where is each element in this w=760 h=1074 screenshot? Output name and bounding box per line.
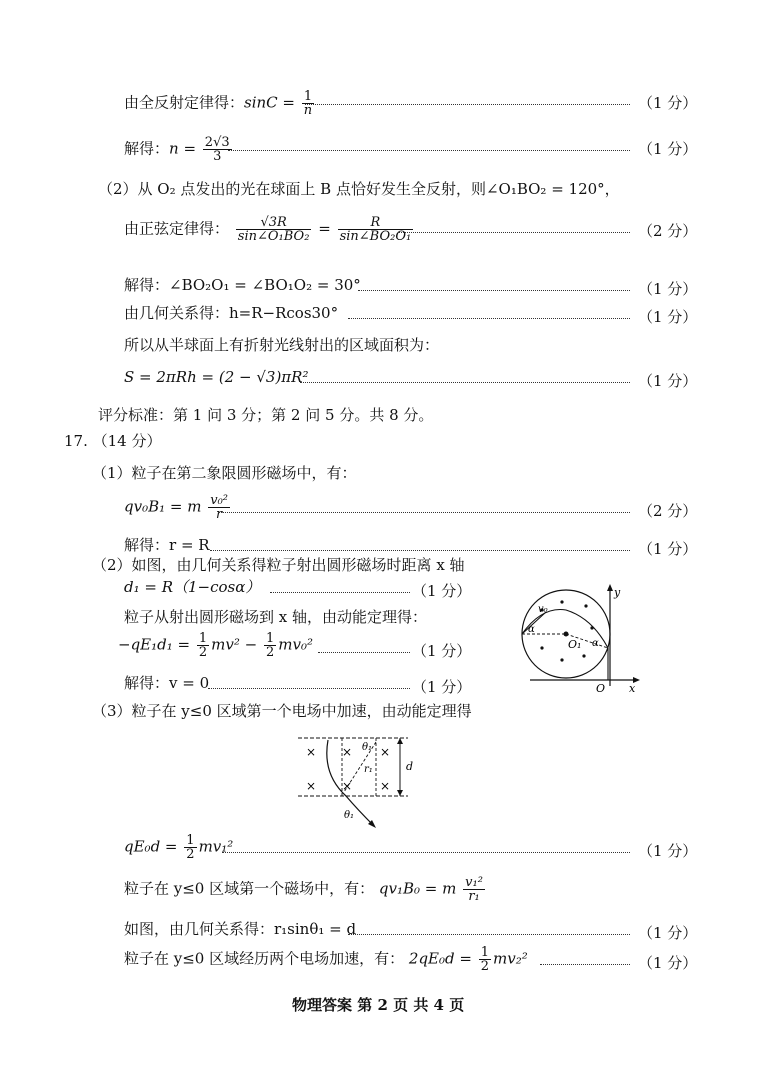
leader-dots (348, 318, 630, 319)
fraction (208, 494, 230, 521)
denominator: n (303, 103, 313, 118)
numerator: v₁² (465, 875, 483, 890)
leader-dots (398, 232, 630, 233)
math: qv₀B₁ = m (124, 497, 202, 516)
x-label: x (629, 682, 636, 694)
denominator: sin∠BO₂O₁ (339, 229, 412, 244)
fraction (264, 632, 276, 659)
field-dot (540, 646, 543, 649)
denominator: 2 (198, 645, 208, 660)
d-arrow-top (397, 738, 403, 744)
area-intro: 所以从半球面上有折射光线射出的区域面积为： (124, 336, 440, 354)
leader-dots (228, 150, 630, 151)
theta1-label-bottom: θ₁ (344, 810, 355, 821)
leader-dots (305, 104, 630, 105)
numerator: 1 (186, 833, 195, 848)
center-point (564, 632, 569, 637)
leader-dots (358, 290, 630, 291)
field-dot (560, 600, 563, 603)
leader-dots (270, 592, 410, 593)
solve-n-line (124, 136, 234, 163)
fraction (184, 834, 196, 861)
fraction (338, 216, 414, 243)
origin-label: O (596, 682, 606, 694)
denominator: 2 (266, 645, 275, 660)
text-label: 解得： (124, 139, 170, 158)
leader-dots (540, 964, 630, 965)
fraction (463, 876, 485, 903)
alpha-label-2: α (592, 638, 599, 649)
leader-dots (208, 688, 410, 689)
leader-dots (218, 512, 630, 513)
part2-intro: （2）从 O₂ 点发出的光在球面上 B 点恰好发生全反射，则∠O₁BO₂ = 120°， (98, 180, 620, 198)
numerator: 1 (302, 90, 314, 104)
theta1-label: θ₁ (362, 742, 373, 753)
score: （2 分） (638, 502, 698, 520)
math: −qE₁d₁ = (118, 635, 191, 654)
part2-geometry: （2）如图，由几何关系得粒子射出圆形磁场时距离 x 轴 (92, 556, 465, 574)
part1-intro: （1）粒子在第二象限圆形磁场中，有： (92, 464, 357, 482)
fraction (236, 216, 312, 243)
energy-eq-first-field (124, 834, 233, 861)
first-magnetic-field-line (124, 876, 487, 903)
math: mv₁² (198, 837, 234, 856)
d1-formula: d₁ = R（1−cosα） (124, 578, 261, 596)
part3-intro: （3）粒子在 y≤0 区域第一个电场中加速，由动能定理得 (92, 702, 472, 720)
cross-mark: × (380, 745, 391, 759)
score: （1 分） (638, 94, 698, 112)
denominator: 3 (213, 149, 222, 164)
cross-mark: × (306, 779, 317, 793)
d-label: d (406, 760, 414, 773)
total-reflection-line (124, 90, 316, 117)
leader-dots (222, 852, 630, 853)
denominator: 2 (480, 959, 490, 974)
area-formula: S = 2πRh = (2 − √3)πR² (124, 368, 309, 386)
score: （1 分） (412, 642, 472, 660)
y-axis-arrow (607, 584, 613, 591)
circular-field-figure (512, 582, 642, 694)
o1-label: O₁ (568, 638, 582, 651)
math: mv₂² (493, 949, 528, 968)
y-label: y (614, 586, 621, 599)
math: sinC = (244, 93, 295, 112)
lorentz-force-line (124, 494, 232, 521)
math: qE₀d = (124, 837, 178, 856)
leader-dots (300, 382, 630, 383)
geometry-r1-line: 如图，由几何关系得：r₁sinθ₁ = d (124, 920, 357, 938)
field-dot (560, 658, 563, 661)
fraction (197, 632, 209, 659)
numerator: 2√3 (204, 135, 230, 150)
denominator: 2 (186, 847, 195, 862)
question-17-title: 17. （14 分） (64, 432, 162, 450)
text-label: 由正弦定律得： (124, 219, 230, 238)
field-region-figure (292, 728, 432, 832)
leader-dots (210, 550, 630, 551)
d-arrow-bottom (397, 790, 403, 796)
leader-dots (318, 652, 410, 653)
score: （1 分） (638, 540, 698, 558)
grading-standard: 评分标准：第 1 问 3 分；第 2 问 5 分。共 8 分。 (98, 406, 434, 424)
cross-mark: × (306, 745, 317, 759)
numerator: √3R (236, 216, 312, 230)
score: （1 分） (638, 280, 698, 298)
denominator: r (216, 507, 223, 522)
field-dot (584, 604, 587, 607)
alpha-label: α (528, 624, 535, 635)
fraction (479, 946, 491, 973)
math: n = (169, 139, 197, 158)
numerator: 1 (480, 945, 490, 960)
score: （1 分） (638, 842, 698, 860)
numerator: 1 (198, 631, 208, 646)
cross-mark: × (342, 779, 353, 793)
math: qv₁B₀ = m (378, 879, 457, 898)
denominator: sin∠O₁BO₂ (237, 229, 310, 244)
v0-label: v₀ (538, 604, 548, 615)
field-dot (590, 626, 593, 629)
cross-mark: × (380, 779, 391, 793)
equals: = (318, 219, 331, 238)
text-label: 粒子在 y≤0 区域第一个磁场中，有： (124, 879, 375, 898)
text-label: 粒子在 y≤0 区域经历两个电场加速，有： (124, 949, 405, 968)
math: mv₀² (278, 635, 314, 654)
field-dot (582, 654, 585, 657)
energy-theorem-intro: 粒子从射出圆形磁场到 x 轴，由动能定理得： (124, 608, 427, 626)
solve-angle-line: 解得：∠BO₂O₁ = ∠BO₁O₂ = 30° (124, 276, 361, 294)
solve-r-line: 解得：r = R (124, 536, 210, 554)
solve-v-line: 解得：v = 0 (124, 674, 210, 692)
numerator: 1 (266, 631, 275, 646)
numerator: R (338, 216, 414, 230)
cross-mark: × (342, 745, 353, 759)
score: （1 分） (412, 582, 472, 600)
sine-law-line (124, 216, 415, 243)
math: 2qE₀d = (408, 949, 472, 968)
score: （1 分） (412, 678, 472, 696)
page-footer: 物理答案 第 2 页 共 4 页 (292, 996, 465, 1014)
math: mv² − (211, 635, 258, 654)
score: （1 分） (638, 140, 698, 158)
numerator: v₀² (210, 493, 229, 508)
score: （1 分） (638, 954, 698, 972)
denominator: r₁ (468, 889, 480, 904)
energy-equation (118, 632, 313, 659)
score: （1 分） (638, 308, 698, 326)
score: （2 分） (638, 222, 698, 240)
r1-label: r₁ (364, 764, 373, 775)
geometry-h-line: 由几何关系得：h=R−Rcos30° (124, 304, 339, 322)
score: （1 分） (638, 924, 698, 942)
score: （1 分） (638, 372, 698, 390)
text-label: 由全反射定律得： (124, 93, 245, 112)
two-fields-acceleration (124, 946, 528, 973)
leader-dots (348, 934, 630, 935)
